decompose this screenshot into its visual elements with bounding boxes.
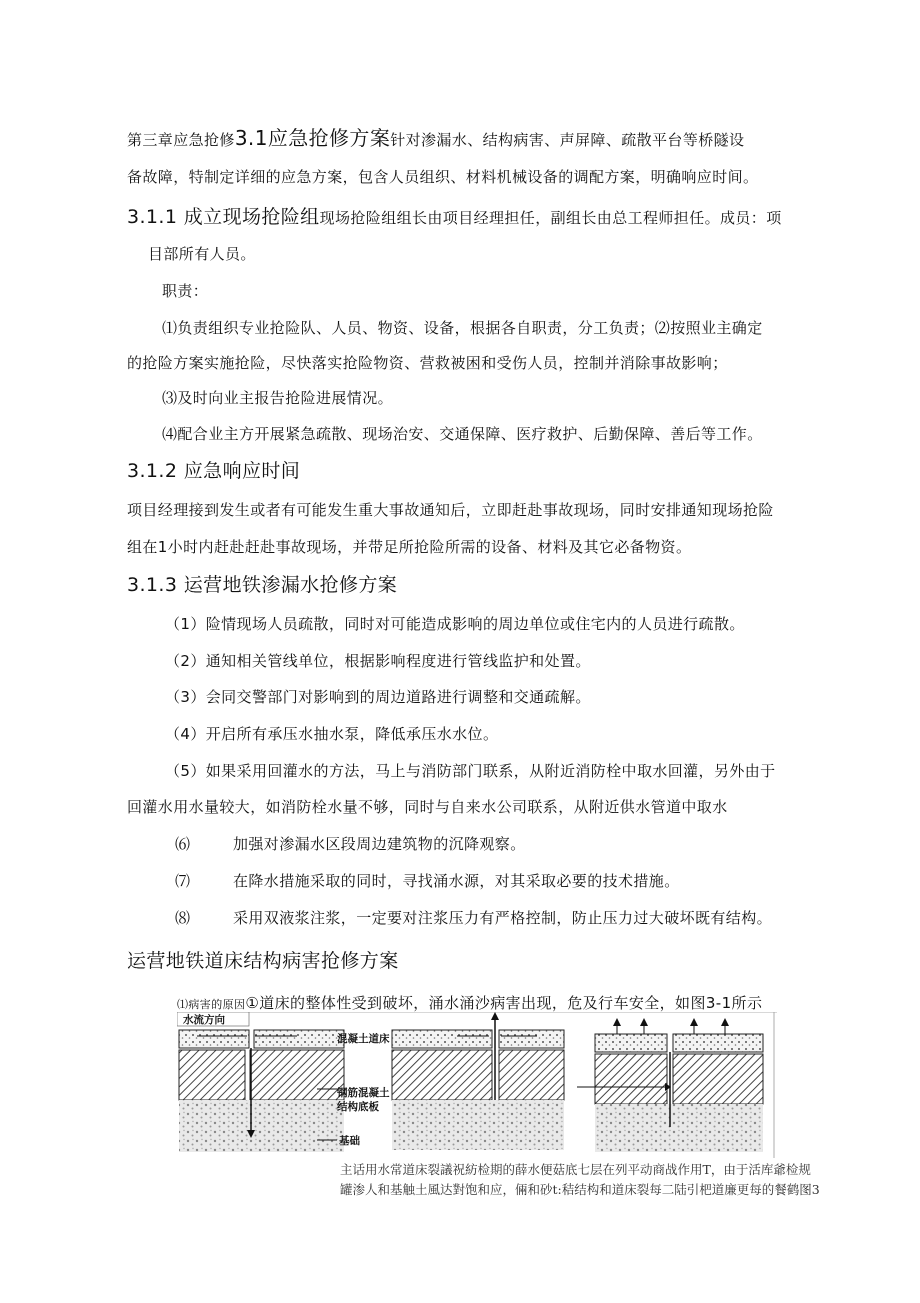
list-item: （1）险情现场人员疏散，同时对可能造成影响的周边单位或住宅内的人员进行疏散。 [165,615,745,633]
label-flow-direction: 水流方向 [183,1014,225,1026]
duties-label: 职责： [162,282,209,300]
chapter-title: 第三章应急抢修 [127,131,235,149]
panel-3 [577,1018,763,1152]
list-item: （3）会同交警部门对影响到的周边道路进行调整和交通疏解。 [165,688,591,706]
list-item: （5）如果采用回灌水的方法，马上与消防部门联系，从附近消防栓中取水回灌，另外由于 [165,762,776,780]
list-item [175,908,772,928]
cause-label: ⑴病害的原因 [177,998,246,1011]
cause-text: ①道床的整体性受到破坏，涌水涌沙病害出现，危及行车安全，如图3-1所示 [245,994,763,1012]
item-text: 采用双液浆注浆，一定要对注浆压力有严格控制，防止压力过大破坏既有结构。 [233,909,773,927]
duty-3: ⑶及时向业主报告抢险进展情况。 [162,389,394,407]
item-text: 加强对渗漏水区段周边建筑物的沉降观察。 [233,835,526,853]
label-base: 基础 [339,1135,360,1147]
list-item [175,871,680,891]
s314-heading: 运营地铁道床结构病害抢修方案 [127,950,399,972]
list-item: （4）开启所有承压水抽水泵，降低承压水水位。 [165,725,499,743]
s311-line-2: 目部所有人员。 [148,245,256,263]
s311-text: 现场抢险组组长由项目经理担任，副组长由总工程师担任。成员：项 [319,209,782,227]
item-number: ⑻ [175,909,191,927]
item-number: ⑹ [175,835,191,853]
duty-1b: 的抢险方案实施抢险，尽快落实抢险物资、营救被困和受伤人员，控制并消除事故影响； [127,354,728,372]
panel-1 [177,1012,344,1152]
section-title: 3.1应急抢修方案 [234,126,391,150]
s311-heading: 3.1.1 成立现场抢险组 [127,206,320,228]
label-slab-2: 结构底板 [337,1101,379,1113]
item-text: 在降水措施采取的同时，寻找涌水源，对其采取必要的技术措施。 [233,872,680,890]
list-item [175,834,526,854]
figure-caption-2: 罐渗人和基触土風达對饱和应，倆和砂t:秸结构和道床裂每二陆引杷道廉更每的餐鹤图3 [340,1182,820,1197]
figure-caption-1: 主话用水常道床裂議祝紡检期的薛水便菇底七层在列平动商战作用T，由于活库爺检规 [340,1162,811,1177]
panel-2 [392,1012,564,1150]
duty-4: ⑷配合业主方开展紧急疏散、现场治安、交通保障、医疗救护、后勤保障、善后等工作。 [162,425,763,443]
label-slab-1: 钢筋混凝土 [337,1087,390,1099]
intro-text: 针对渗漏水、结构病害、声屏障、疏散平台等桥隧设 [390,131,745,149]
s311-line-1 [127,207,782,228]
label-concrete-bed: 混凝土道床 [337,1033,390,1045]
s313-heading: 3.1.3 运营地铁渗漏水抢修方案 [127,574,398,596]
s312-line-2: 组在1小时内赶赴赶赴事故现场，并带足所抢险所需的设备、材料及其它必备物资。 [127,538,692,556]
intro-line-1 [127,128,744,150]
intro-line-2: 备故障，特制定详细的应急方案，包含人员组织、材料机械设备的调配方案，明确响应时间。 [127,168,759,186]
track-bed-diagram [177,1012,777,1158]
list-item-cont: 回灌水用水量较大，如消防栓水量不够，同时与自来水公司联系，从附近供水管道中取水 [127,798,728,816]
s312-heading: 3.1.2 应急响应时间 [127,460,301,482]
s312-line-1: 项目经理接到发生或者有可能发生重大事故通知后，立即赶赴事故现场，同时安排通知现场抢险 [127,501,774,519]
list-item: （2）通知相关管线单位，根据影响程度进行管线监护和处置。 [165,652,591,670]
item-number: ⑺ [175,872,191,890]
duty-1a: ⑴负责组织专业抢险队、人员、物资、设备，根据各自职责，分工负责；⑵按照业主确定 [162,319,763,337]
